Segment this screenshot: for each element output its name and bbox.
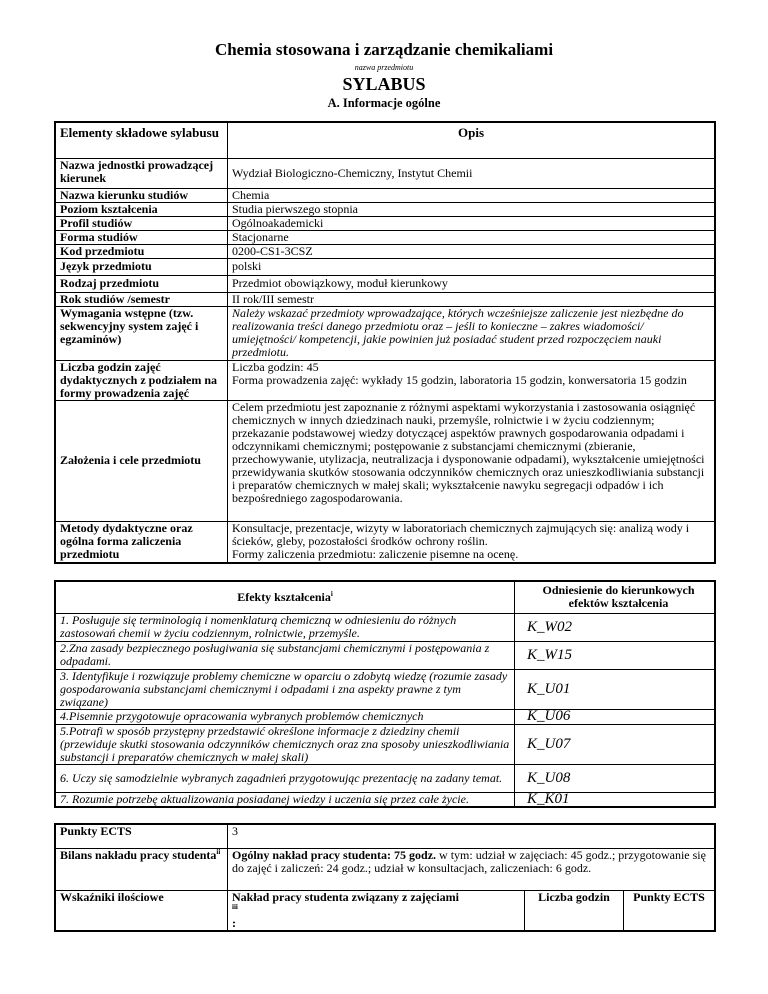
info-label: Liczba godzin zajęć dydaktycznych z podziałem na formy prowadzenia zajęć — [55, 360, 228, 400]
balance-label: Bilans nakładu pracy studenta$^{ii}$ — [55, 848, 228, 890]
info-col-left-header: Elementy składowe sylabusu — [55, 122, 228, 158]
workload-label: Nakład pracy studenta związany z zajęciami $^{iii}$ : — [232, 889, 459, 930]
section-a-heading: A. Informacje ogólne — [327, 96, 441, 110]
course-subtitle: nazwa przedmiotu — [354, 63, 414, 72]
outcome-code: K_W15 — [515, 641, 716, 669]
ects-value: 3 — [232, 824, 238, 838]
info-value: Przedmiot obowiązkowy, moduł kierunkowy — [228, 275, 716, 292]
outcomes-col-right-header: Odniesienie do kierunkowych efektów kształcenia — [515, 581, 716, 613]
info-value: II rok/III semestr — [228, 292, 716, 306]
info-label: Nazwa kierunku studiów — [55, 188, 228, 202]
outcome-text: 7. Rozumie potrzebę aktualizowania posiadanej wiedzy i uczenia się przez całe życie. — [55, 792, 515, 807]
outcome-code: K_U06 — [515, 709, 716, 724]
info-label: Rodzaj przedmiotu — [55, 275, 228, 292]
info-col-right-header: Opis — [228, 122, 716, 158]
outcome-text: 4.Pisemnie przygotowuje opracowania wybranych problemów chemicznych — [55, 709, 515, 724]
info-value: Wydział Biologiczno-Chemiczny, Instytut Chemii — [232, 165, 473, 180]
workload-row — [228, 890, 716, 931]
balance-value: Ogólny nakład pracy studenta: 75 godz. w tym: udział w zajęciach: 45 godz.; przygotowanie się do zajęć i zaliczeń: 24 godz.; udział w konsultacjach, zaliczeniach: 6 godz. — [228, 848, 716, 890]
outcome-text: 5.Potrafi w sposób przystępny przedstawić określone informacje z dziedziny chemii (przewiduje skutki stosowania odczynników chemicznych oraz zna sposoby unieszkodliwiania substancji i preparatów chemicznych w małej skali) — [55, 724, 515, 764]
outcomes-col-left-header: Efekty kształcenia$^i$ — [55, 581, 515, 613]
info-value: Chemia — [228, 188, 716, 202]
info-value-methods — [228, 521, 716, 563]
syllabus-title: SYLABUS — [342, 74, 426, 94]
ects-label: Punkty ECTS — [55, 824, 228, 848]
outcome-text: 6. Uczy się samodzielnie wybranych zagadnień przygotowując prezentację na zadany temat. — [55, 764, 515, 792]
info-value: Studia pierwszego stopnia — [228, 202, 716, 216]
info-value: polski — [228, 258, 716, 275]
info-label: Forma studiów — [55, 230, 228, 244]
outcomes-table — [54, 580, 716, 808]
info-label: Język przedmiotu — [55, 258, 228, 275]
info-label: Metody dydaktyczne oraz ogólna forma zaliczenia przedmiotu — [55, 521, 228, 563]
info-methods-assessment: Formy zaliczenia przedmiotu: zaliczenie pisemne na ocenę. — [232, 546, 519, 561]
info-label: Nazwa jednostki prowadzącej kierunek — [55, 158, 228, 188]
outcome-text: 1. Posługuje się terminologią i nomenklaturą chemiczną w odniesieniu do różnych zastosowań chemii w życiu codziennym, rolnictwie, przemyśle. — [55, 613, 515, 641]
info-label: Rok studiów /semestr — [55, 292, 228, 306]
ects-points-column-header: Punkty ECTS — [623, 891, 714, 930]
info-value: Należy wskazać przedmioty wprowadzające, których wcześniejsze zaliczenie jest niezbędne do realizowania treści danego przedmiotu oraz – jeśli to konieczne – zakres wiadomości/ umiejętności/ kompetencji, jakie powinien już posiadać student przed rozpoczęciem nauki przedmiotu. — [228, 306, 716, 360]
info-value: Ogólnoakademicki — [228, 216, 716, 230]
outcome-text: 2.Zna zasady bezpiecznego posługiwania się substancjami chemicznymi i postępowania z odpadami. — [55, 641, 515, 669]
hours-column-header: Liczba godzin — [524, 891, 623, 930]
info-hours-forms: Forma prowadzenia zajęć: wykłady 15 godzin, laboratoria 15 godzin, konwersatoria 15 godzin — [232, 372, 687, 387]
info-label: Poziom kształcenia — [55, 202, 228, 216]
outcome-text: 3. Identyfikuje i rozwiązuje problemy chemiczne w oparciu o zdobytą wiedzę (rozumie zasady gospodarowania substancjami chemicznymi i odpadami i zna aspekty prawne z tym związane) — [55, 669, 515, 709]
outcome-code: K_U07 — [515, 724, 716, 764]
info-table — [54, 121, 716, 564]
info-label: Wymagania wstępne (tzw. sekwencyjny system zajęć i egzaminów) — [55, 306, 228, 360]
outcome-code: K_K01 — [515, 792, 716, 807]
info-value: Celem przedmiotu jest zapoznanie z różnymi aspektami wykorzystania i zastosowania osiągnięć chemicznych w innych dziedzinach nauki, przemyśle, rolnictwie i w życiu codziennym; przekazanie podstawowej wiedzy dotyczącej aspektów prawnych gospodarowania odpadami i odczynnikami chemicznymi; postępowanie z substancjami chemicznymi (zbieranie, przechowywanie, utylizacja, neutralizacja i dysponowanie odpadami), wykształcenie umiejętności przewidywania skutków stosowania odczynników chemicznych oraz unieszkodliwiania substancji i preparatów chemicznych w małej skali; wykształcenie nawyku segregacji odpadów i ich bezpośredniego zagospodarowania. — [228, 400, 716, 521]
info-hours-total: Liczba godzin: 45 — [232, 359, 319, 374]
outcome-code: K_U08 — [515, 764, 716, 792]
info-label: Założenia i cele przedmiotu — [55, 400, 228, 521]
outcome-code: K_W02 — [515, 613, 716, 641]
ects-table — [54, 823, 716, 932]
info-value: 0200-CS1-3CSZ — [228, 244, 716, 258]
outcome-code: K_U01 — [515, 669, 716, 709]
info-value-hours — [228, 360, 716, 400]
info-label: Profil studiów — [55, 216, 228, 230]
indicators-label: Wskaźniki ilościowe — [55, 890, 228, 931]
course-title: Chemia stosowana i zarządzanie chemikaliami — [214, 40, 554, 59]
info-methods-text: Konsultacje, prezentacje, wizyty w laboratoriach chemicznych zajmujących się: analizą wody i ścieków, gleby, pozostałości środków ochrony roślin. — [232, 520, 690, 548]
info-value: Stacjonarne — [228, 230, 716, 244]
info-label: Kod przedmiotu — [55, 244, 228, 258]
